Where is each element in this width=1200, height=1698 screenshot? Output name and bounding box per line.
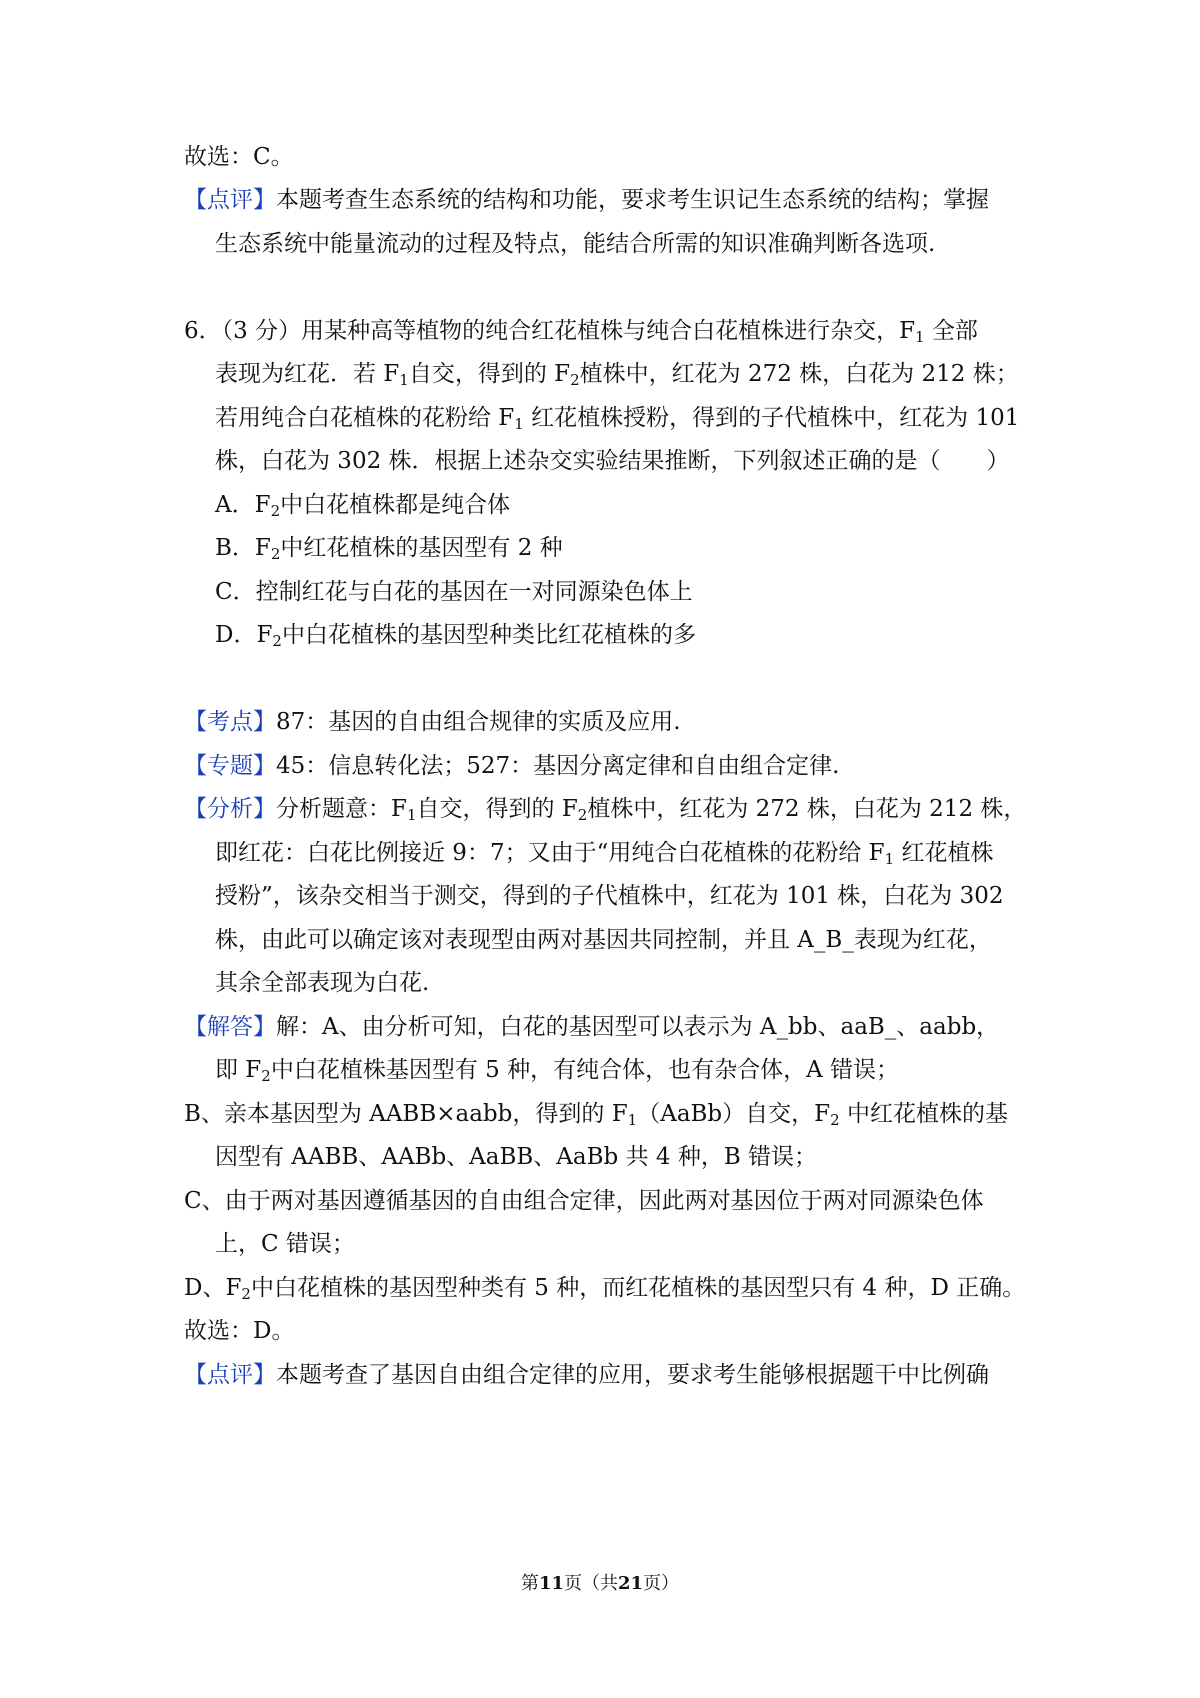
jieda-line3: B、亲本基因型为 AABB×aabb，得到的 $F_1(AaBb)$自交，$F_2$ 中红花植株的基 — [184, 1101, 1008, 1129]
fenxi-line2: 即红花：白花比例接近 9：7；又由于“用纯合白花植株的花粉给 $F_1$ 红花植株 — [215, 840, 994, 868]
question-stem: 6．（3 分）用某种高等植物的纯合红花植株与纯合白花植株进行杂交，$F_1$ 全部 — [184, 318, 978, 346]
option-b: B．$F_2$中红花植株的基因型有 2 种 — [215, 535, 563, 563]
option-d: D．$F_2$中白花植株的基因型种类比红花植株的多 — [215, 622, 696, 650]
option-c: C．控制红花与白花的基因在一对同源染色体上 — [215, 579, 693, 605]
kaodian: 【考点】87：基因的自由组合规律的实质及应用. — [184, 709, 681, 735]
fenxi-tag: 【分析】 — [184, 796, 276, 822]
question-stem-line2: 表现为红花．若 $F_1$自交，得到的 $F_2$植株中，红花为 272 株，白花为 212 株； — [215, 361, 1019, 389]
question-stem-line3: 若用纯合白花植株的花粉给 $F_1$ 红花植株授粉，得到的子代植株中，红花为 101 — [215, 405, 1020, 433]
question-stem-line4: 株，白花为 302 株．根据上述杂交实验结果推断，下列叙述正确的是（ ） — [215, 448, 1010, 474]
fenxi-line4: 株，由此可以确定该对表现型由两对基因共同控制，并且 A_B_表现为红花， — [215, 927, 992, 953]
comment-tag: 【点评】 — [184, 187, 276, 213]
kaodian-tag: 【考点】 — [184, 709, 276, 735]
jieda-line5: C、由于两对基因遵循基因的自由组合定律，因此两对基因位于两对同源染色体 — [184, 1188, 984, 1214]
jieda-line6: 上，C 错误； — [215, 1231, 355, 1257]
dianping: 【点评】本题考查了基因自由组合定律的应用，要求考生能够根据题干中比例确 — [184, 1362, 989, 1388]
jieda-tag: 【解答】 — [184, 1014, 276, 1040]
jieda: 【解答】解：A、由分析可知，白花的基因型可以表示为 A_bb、aaB_、aabb， — [184, 1014, 1000, 1040]
prev-conclusion: 故选：C。 — [184, 144, 294, 170]
dianping-tag: 【点评】 — [184, 1362, 276, 1388]
page-footer: 第11页（共21页） — [520, 1573, 680, 1594]
option-a: A．$F_2$中白花植株都是纯合体 — [215, 492, 511, 520]
jieda-line4: 因型有 AABB、AABb、AaBB、AaBb 共 4 种，B 错误； — [215, 1144, 818, 1170]
jieda-line7: D、$F_2$中白花植株的基因型种类有 5 种，而红花植株的基因型只有 4 种，D 正确。 — [184, 1275, 1026, 1303]
zhuanti: 【专题】45：信息转化法；527：基因分离定律和自由组合定律. — [184, 753, 840, 779]
answer-conclusion: 故选：D。 — [184, 1318, 295, 1344]
zhuanti-tag: 【专题】 — [184, 753, 276, 779]
prev-comment-cont: 生态系统中能量流动的过程及特点，能结合所需的知识准确判断各选项. — [215, 231, 936, 257]
page-number: 11 — [538, 1573, 564, 1594]
fenxi: 【分析】分析题意：$F_1$自交，得到的 $F_2$植株中，红花为 272 株，白花为 212 株， — [184, 796, 1027, 824]
jieda-line2: 即 $F_2$中白花植株基因型有 5 种，有纯合体，也有杂合体，A 错误； — [215, 1057, 900, 1085]
prev-comment: 【点评】本题考查生态系统的结构和功能，要求考生识记生态系统的结构；掌握 — [184, 187, 989, 213]
page-total: 21 — [618, 1573, 644, 1594]
fenxi-line5: 其余全部表现为白花. — [215, 970, 430, 996]
fenxi-line3: 授粉”，该杂交相当于测交，得到的子代植株中，红花为 101 株，白花为 302 — [215, 883, 1004, 909]
